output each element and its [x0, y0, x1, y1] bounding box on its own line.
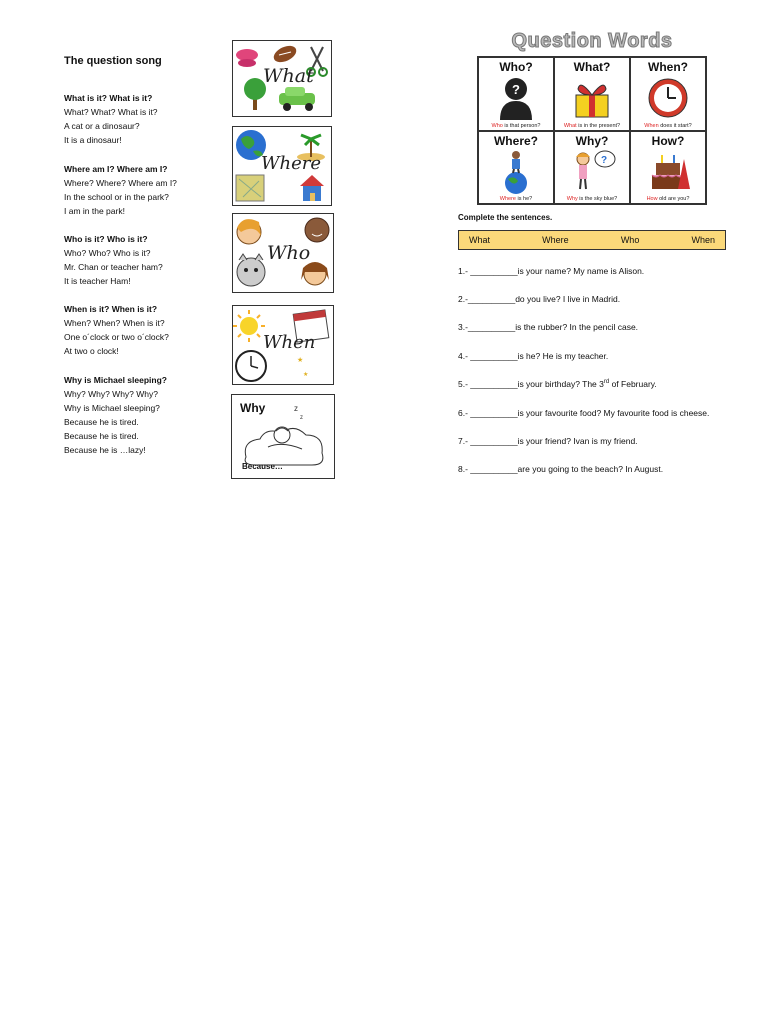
stanza-line: Who? Who? Who is it?: [64, 248, 151, 258]
caption-rest: is that person?: [502, 122, 541, 129]
ordinal-suffix: rd: [603, 379, 610, 386]
stanza-line: Why is Michael sleeping?: [64, 375, 167, 385]
poster-cell-how: [630, 131, 706, 205]
boy-on-globe-icon: [494, 149, 538, 194]
caption-rest: is the sky blue?: [577, 196, 618, 202]
clock-icon: [646, 75, 690, 120]
stanza-line: At two o clock!: [64, 346, 119, 356]
stanza-what: [64, 91, 229, 147]
exercise-instruction: Complete the sentences.: [458, 213, 553, 222]
poster-cell-heading: What?: [573, 60, 611, 74]
poster-cell-heading: Why?: [575, 133, 609, 148]
thinking-girl-icon: [567, 149, 617, 194]
stanza-who: [64, 232, 229, 288]
poster-cell-why: [554, 131, 630, 205]
poster-cell-when: [630, 57, 706, 131]
poster-title: Question Words: [511, 30, 673, 52]
stanza-line: Mr. Chan or teacher ham?: [64, 262, 163, 272]
sentence-7: 7.- __________is your friend? Ivan is my friend.: [458, 436, 638, 446]
sentence-6: 6.- __________is your favourite food? My favourite food is cheese.: [458, 408, 710, 418]
poster-caption: [479, 123, 553, 129]
song-title: The question song: [64, 55, 162, 67]
sentence-4: 4.- __________is he? He is my teacher.: [458, 351, 609, 361]
because-label: Because…: [242, 462, 283, 471]
question-words-poster: [477, 30, 707, 205]
caption-rest: is in the present?: [576, 122, 621, 129]
when-picture: [232, 305, 334, 385]
stanza-line: Because he is …lazy!: [64, 445, 146, 455]
sentence-3: 3.-__________is the rubber? In the pencil case.: [458, 322, 639, 332]
word-bank: [458, 230, 726, 250]
where-word: Where: [261, 153, 322, 174]
why-picture: [231, 394, 335, 479]
sentence-5-start: 5.- __________is your birthday? The 3: [458, 379, 604, 389]
poster-caption: [631, 123, 705, 129]
svg-text:z: z: [294, 404, 298, 413]
caption-question-word: Where: [499, 196, 516, 202]
stanza-when: [64, 302, 229, 358]
sentence-1: 1.- __________is your name? My name is Alison.: [458, 266, 645, 276]
stanza-line: Because he is tired.: [64, 417, 139, 427]
poster-cell-who: [478, 57, 554, 131]
caption-question-word: When: [644, 122, 659, 129]
stanza-line: It is a dinosaur!: [64, 135, 122, 145]
stanza-line: Where am I? Where am I?: [64, 164, 168, 174]
caption-question-word: Why: [566, 196, 578, 202]
svg-text:★: ★: [297, 357, 304, 364]
svg-text:?: ?: [512, 82, 520, 97]
stanza-where: [64, 162, 229, 218]
silhouette-icon: [496, 75, 536, 120]
stanza-why: [64, 373, 229, 457]
where-picture: [232, 126, 332, 206]
word-bank-item: What: [469, 235, 491, 245]
caption-question-word: What: [563, 122, 577, 129]
sentence-2: 2.-__________do you live? I live in Madrid.: [458, 294, 621, 304]
who-picture: [232, 213, 334, 293]
what-word: What: [263, 65, 314, 87]
stanza-line: One o´clock or two o´clock?: [64, 332, 169, 342]
stanza-line: I am in the park!: [64, 206, 125, 216]
poster-cell-what: [554, 57, 630, 131]
svg-text:★: ★: [303, 372, 309, 378]
birthday-cake-icon: [646, 149, 690, 194]
stanza-line: It is teacher Ham!: [64, 276, 131, 286]
stanza-line: When? When? When is it?: [64, 318, 165, 328]
stanza-line: Why is Michael sleeping?: [64, 403, 160, 413]
caption-question-word: Who: [491, 122, 503, 129]
present-icon: [570, 75, 614, 120]
stanza-line: What is it? What is it?: [64, 93, 153, 103]
poster-caption: [555, 123, 629, 129]
caption-rest: does it start?: [658, 122, 692, 129]
word-bank-item: Who: [620, 235, 640, 245]
poster-cell-heading: How?: [651, 133, 685, 148]
caption-rest: is he?: [515, 196, 533, 202]
poster-cell-heading: When?: [648, 60, 688, 74]
caption-question-word: How: [646, 196, 658, 202]
poster-grid: [477, 56, 707, 205]
when-word: When: [263, 332, 316, 353]
poster-caption: [555, 196, 629, 202]
sentence-8: 8.- __________are you going to the beach? In August.: [458, 464, 664, 474]
caption-rest: old are you?: [657, 196, 690, 202]
sentence-5: [458, 379, 758, 389]
stanza-line: What? What? What is it?: [64, 107, 158, 117]
stanza-line: A cat or a dinosaur?: [64, 121, 140, 131]
word-bank-item: Where: [542, 235, 569, 245]
word-bank-item: When: [691, 235, 715, 245]
poster-cell-heading: Who?: [499, 60, 533, 74]
sentence-5-end: of February.: [609, 379, 657, 389]
why-word: Why: [240, 401, 266, 415]
svg-text:?: ?: [601, 154, 608, 166]
who-word: Who: [267, 242, 311, 264]
stanza-line: Because he is tired.: [64, 431, 139, 441]
stanza-line: Where? Where? Where am I?: [64, 178, 177, 188]
poster-caption: [631, 196, 705, 202]
what-picture: [232, 40, 332, 117]
poster-cell-heading: Where?: [493, 133, 538, 148]
stanza-line: Why? Why? Why? Why?: [64, 389, 158, 399]
stanza-line: When is it? When is it?: [64, 304, 158, 314]
stanza-line: In the school or in the park?: [64, 192, 169, 202]
poster-caption: [479, 196, 553, 202]
svg-text:z: z: [300, 415, 303, 421]
stanza-line: Who is it? Who is it?: [64, 234, 148, 244]
poster-cell-where: [478, 131, 554, 205]
